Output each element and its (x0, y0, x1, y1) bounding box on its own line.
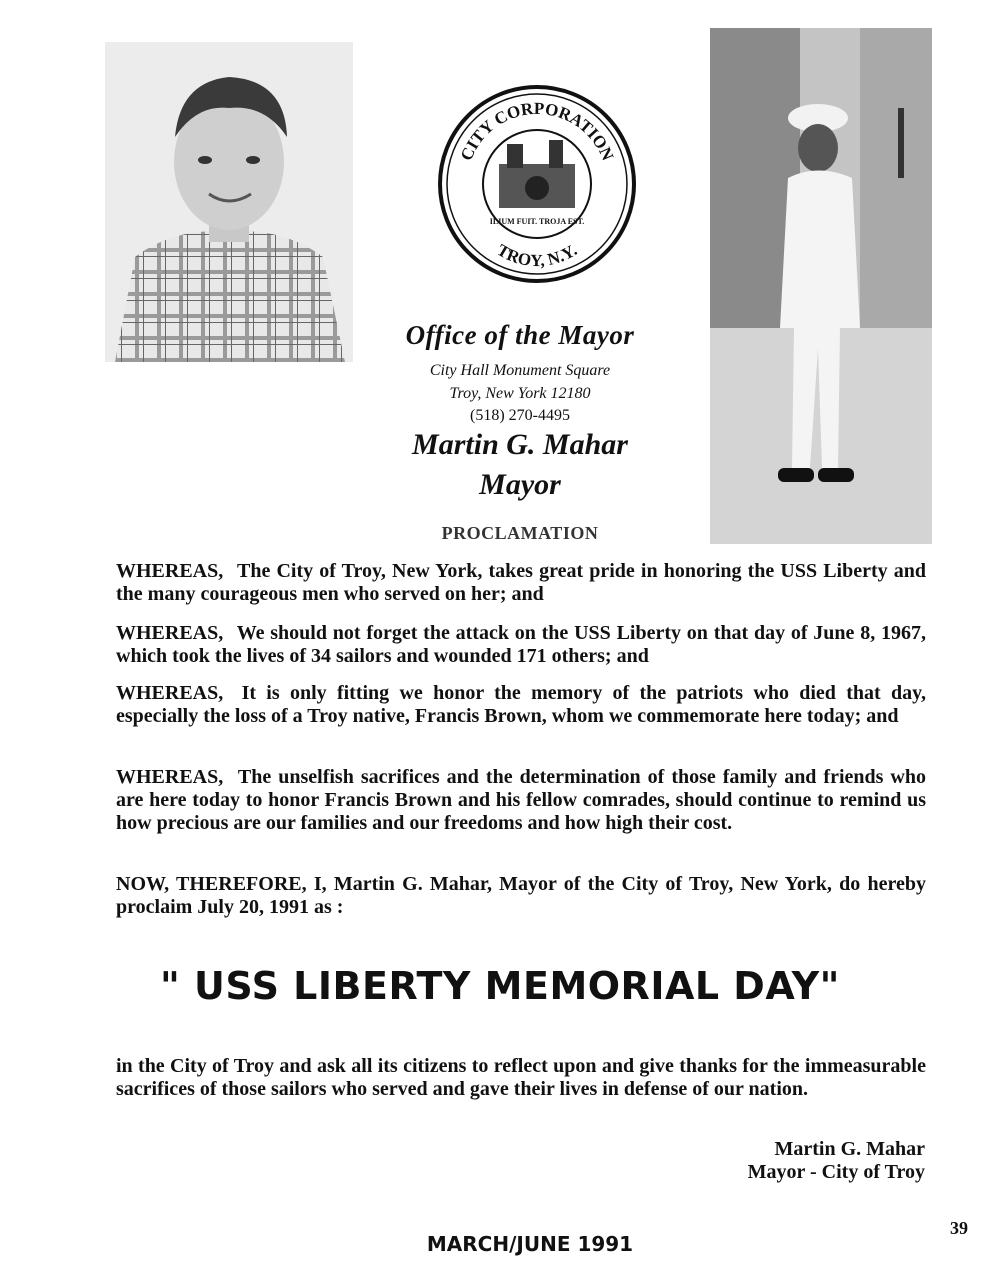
paragraph-text: We should not forget the attack on the USS Liberty on that day of June 8, 1967, which took the lives of 34 sailors and wounded 171 others; and (116, 622, 927, 667)
office-title: Office of the Mayor (405, 320, 635, 350)
whereas-lead: WHEREAS, (116, 682, 224, 704)
footer-date: MARCH/JUNE 1991 (426, 1232, 634, 1256)
mayor-title-heading: Mayor (479, 468, 561, 501)
memorial-day-headline: " USS LIBERTY MEMORIAL DAY" (160, 964, 840, 1008)
whereas-paragraph-4 (116, 766, 926, 835)
signature-title: Mayor - City of Troy (747, 1161, 925, 1183)
page-number: 39 (950, 1218, 968, 1238)
city-seal-emblem (437, 84, 637, 284)
whereas-lead: WHEREAS, (116, 560, 224, 582)
address-line-1: City Hall Monument Square (429, 362, 611, 379)
paragraph-text: The City of Troy, New York, takes great pride in honoring the USS Liberty and the many courageous men who served on her; and (116, 560, 926, 605)
paragraph-text: It is only fitting we honor the memory of the patriots who died that day, especially the loss of a Troy native, Francis Brown, whom we commemorate here today; and (116, 682, 927, 727)
sailor-photo (710, 28, 932, 544)
city-seal (437, 84, 637, 284)
boy-portrait-photo (105, 42, 353, 362)
whereas-lead: WHEREAS, (116, 766, 224, 788)
therefore-paragraph: NOW, THEREFORE, I, Martin G. Mahar, Mayor of the City of Troy, New York, do hereby proclaim July 20, 1991 as : (116, 873, 926, 918)
signature-name: Martin G. Mahar (774, 1138, 925, 1160)
paragraph-text: The unselfish sacrifices and the determination of those family and friends who are here today to honor Francis Brown and his fellow comrades, should continue to remind us how precious are our families and our freedoms and how high their cost. (116, 766, 926, 834)
seal-bottom-text: TROY, N.Y. (493, 240, 581, 271)
sailor-image (710, 28, 932, 544)
seal-motto: ILIUM FUIT. TROJA EST. (489, 217, 585, 226)
closing-paragraph: in the City of Troy and ask all its citizens to reflect upon and give thanks for the immeasurable sacrifices of those sailors who served and gave their lives in defense of our nation. (116, 1055, 926, 1100)
boy-portrait-image (105, 42, 353, 362)
mayor-name-heading: Martin G. Mahar (412, 428, 628, 461)
whereas-paragraph-1 (116, 560, 926, 606)
whereas-paragraph-2 (116, 622, 926, 668)
phone-number: (518) 270-4495 (470, 407, 570, 424)
proclamation-label: PROCLAMATION (441, 523, 599, 543)
whereas-paragraph-3 (116, 682, 926, 728)
address-line-2: Troy, New York 12180 (449, 385, 591, 402)
seal-top-text: CITY CORPORATION (456, 98, 618, 164)
whereas-lead: WHEREAS, (116, 622, 224, 644)
